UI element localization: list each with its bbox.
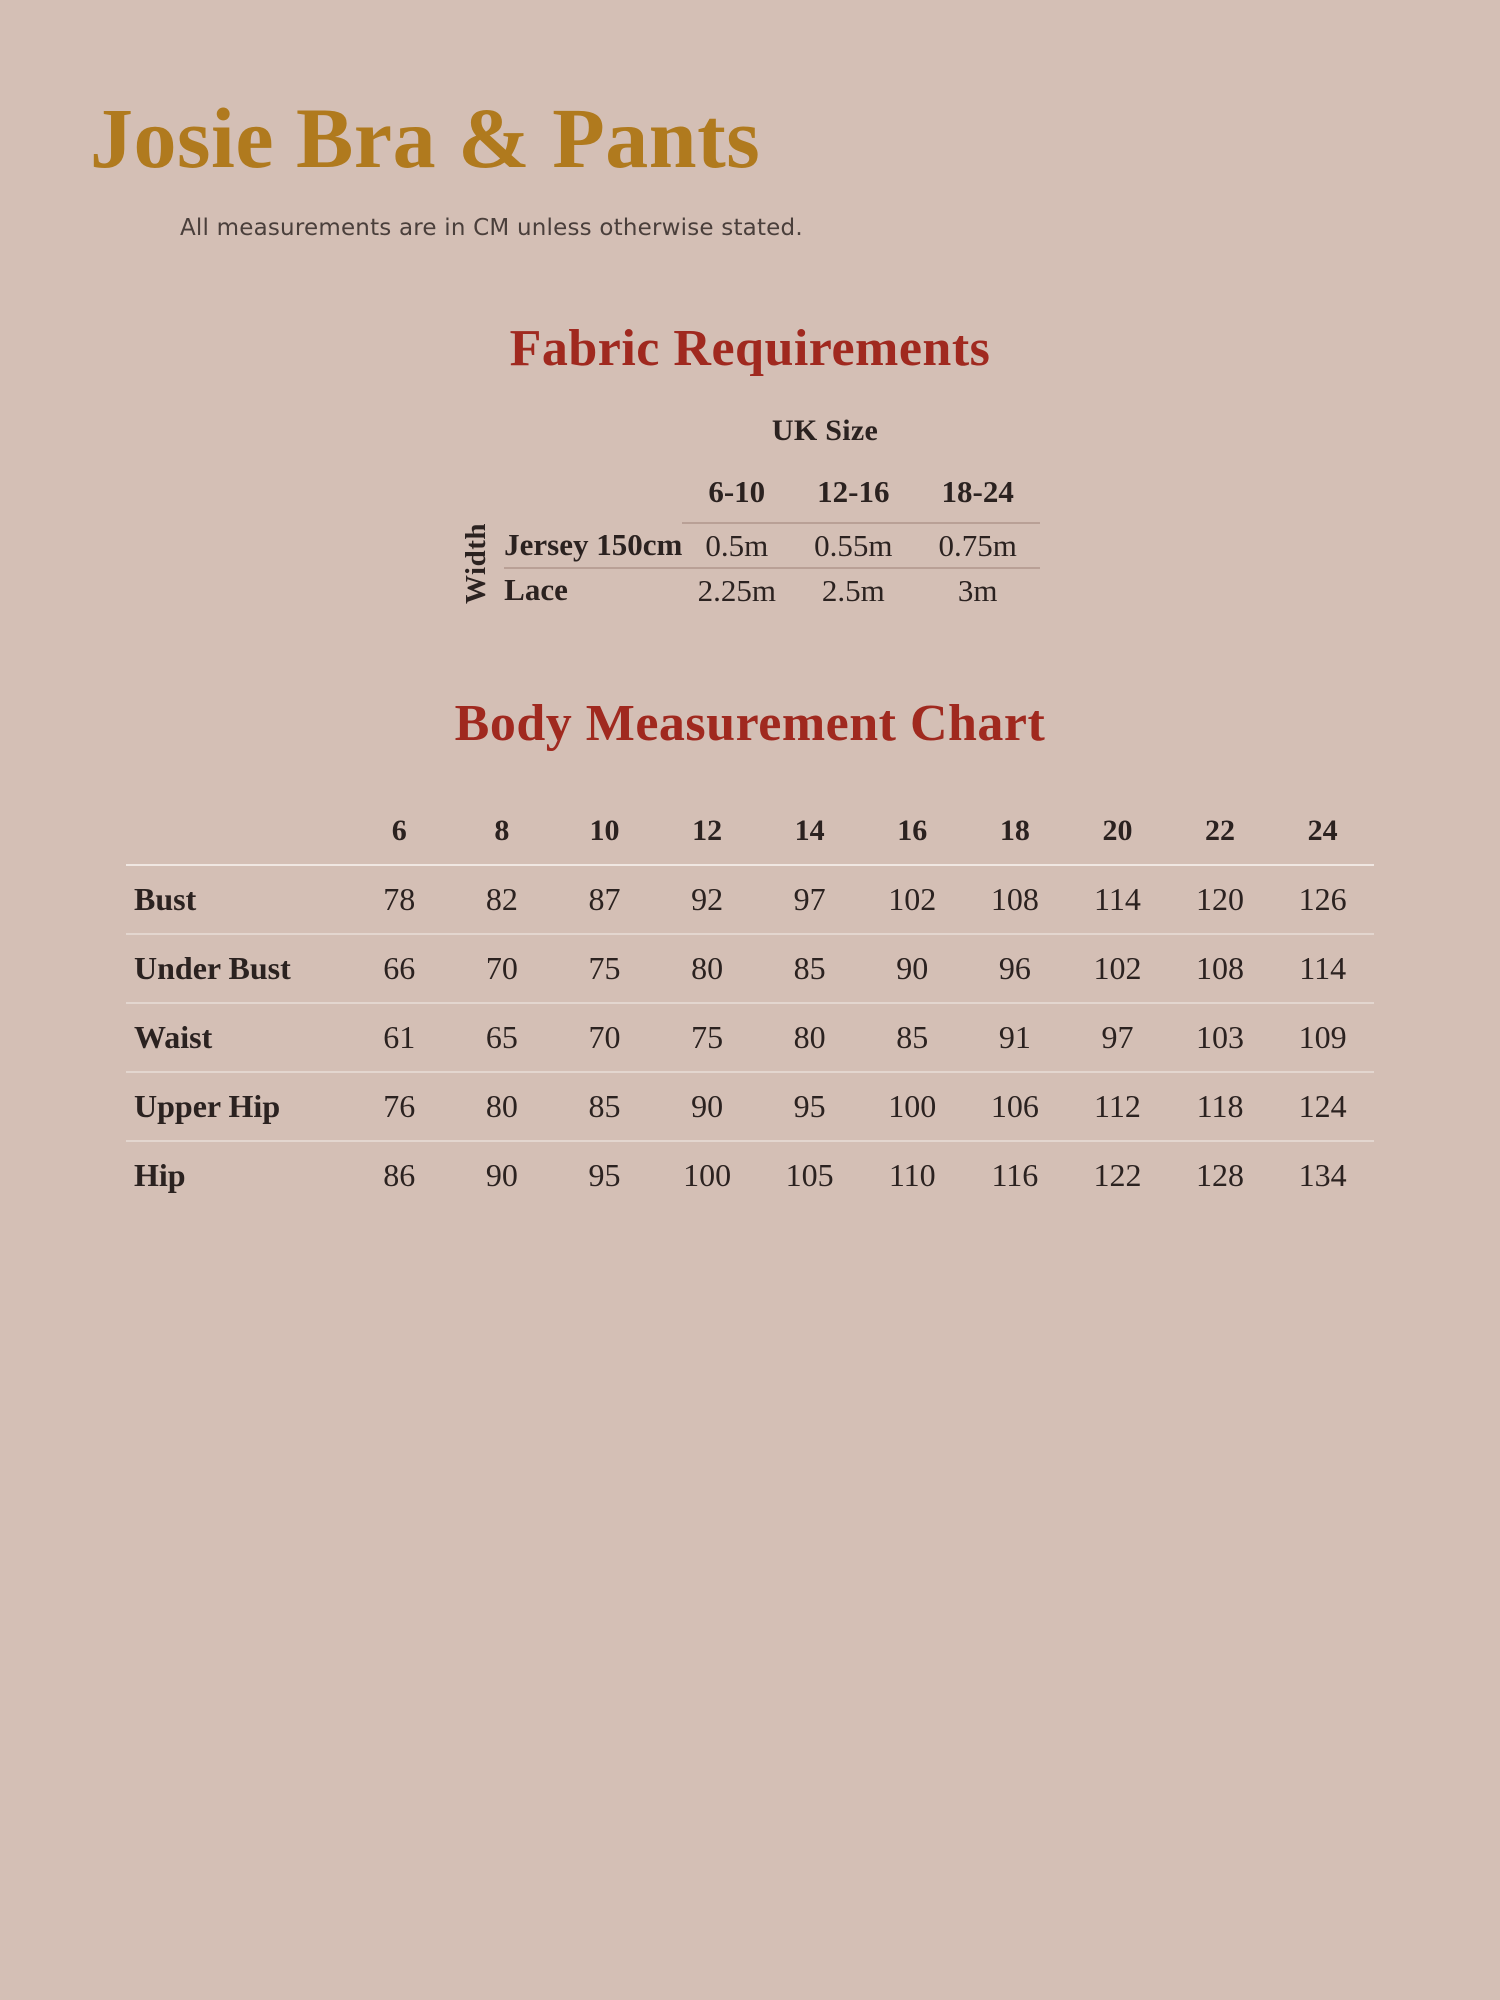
fabric-cell-1-2: 3m: [957, 572, 998, 608]
fabric-axis-corner: [460, 474, 504, 523]
body-cell-2-0: 61: [348, 1003, 451, 1072]
fabric-row-label-0: Jersey 150cm: [504, 523, 682, 568]
body-measurement-table: [126, 799, 1374, 1209]
fabric-cell-1-1: 2.5m: [821, 572, 885, 608]
body-cell-0-2: 87: [553, 865, 656, 934]
body-cell-3-7: 112: [1066, 1072, 1169, 1141]
body-cell-1-6: 96: [964, 934, 1067, 1003]
body-cell-0-0: 78: [348, 865, 451, 934]
uk-size-label: UK Size: [771, 414, 879, 447]
body-cell-1-2: 75: [553, 934, 656, 1003]
fabric-col-head-1: 12-16: [791, 474, 915, 523]
fabric-requirements-heading: Fabric Requirements: [509, 320, 991, 377]
body-measurement-section: [90, 753, 1410, 1209]
body-cell-0-9: 126: [1271, 865, 1374, 934]
body-cell-0-6: 108: [964, 865, 1067, 934]
body-corner-cell: [126, 799, 348, 865]
body-cell-3-5: 100: [861, 1072, 964, 1141]
width-axis-label: Width: [460, 523, 493, 604]
fabric-cell-0-2: 0.75m: [916, 523, 1040, 568]
body-cell-4-4: 105: [758, 1141, 861, 1209]
body-col-head-3: 12: [692, 813, 723, 847]
body-col-head-2: 10: [589, 813, 620, 847]
body-cell-2-1: 65: [451, 1003, 554, 1072]
body-cell-4-0: 86: [348, 1141, 451, 1209]
table-row: [460, 568, 1040, 612]
body-cell-1-8: 108: [1169, 934, 1272, 1003]
body-row-label-2: Waist: [126, 1003, 348, 1072]
body-col-head-0: 6: [391, 813, 407, 847]
fabric-col-head-2: 18-24: [916, 474, 1040, 523]
body-col-head-7: 20: [1102, 813, 1133, 847]
fabric-requirements-table: [460, 474, 1040, 612]
table-row: [126, 934, 1374, 1003]
body-cell-3-0: 76: [348, 1072, 451, 1141]
page-subtitle: All measurements are in CM unless otherwise stated.: [180, 215, 803, 241]
page-title: Josie Bra & Pants: [90, 90, 761, 186]
body-cell-0-4: 97: [758, 865, 861, 934]
body-cell-0-5: 102: [861, 865, 964, 934]
body-cell-3-1: 80: [451, 1072, 554, 1141]
body-row-label-1: Under Bust: [126, 934, 348, 1003]
body-cell-2-6: 91: [964, 1003, 1067, 1072]
fabric-col-head-0: 6-10: [682, 474, 791, 523]
body-cell-1-4: 85: [758, 934, 861, 1003]
body-cell-2-3: 75: [656, 1003, 759, 1072]
body-cell-4-5: 110: [861, 1141, 964, 1209]
body-measurement-heading: Body Measurement Chart: [454, 694, 1046, 752]
body-cell-3-4: 95: [758, 1072, 861, 1141]
body-cell-2-9: 109: [1271, 1003, 1374, 1072]
body-cell-1-7: 102: [1066, 934, 1169, 1003]
fabric-row-label-1: Lace: [504, 572, 568, 608]
body-cell-0-1: 82: [451, 865, 554, 934]
body-cell-4-7: 122: [1066, 1141, 1169, 1209]
body-col-head-4: 14: [794, 813, 825, 847]
body-row-label-4: Hip: [126, 1141, 348, 1209]
body-cell-4-6: 116: [964, 1141, 1067, 1209]
body-col-head-9: 24: [1307, 813, 1338, 847]
body-cell-1-1: 70: [451, 934, 554, 1003]
body-cell-2-7: 97: [1066, 1003, 1169, 1072]
body-cell-4-1: 90: [451, 1141, 554, 1209]
body-cell-3-6: 106: [964, 1072, 1067, 1141]
table-row: [126, 1141, 1374, 1209]
body-cell-4-2: 95: [553, 1141, 656, 1209]
body-col-head-8: 22: [1205, 813, 1236, 847]
body-col-head-6: 18: [999, 813, 1030, 847]
body-cell-0-7: 114: [1066, 865, 1169, 934]
fabric-label-corner: [504, 474, 682, 523]
table-header-row: [460, 474, 1040, 523]
table-row: [126, 1072, 1374, 1141]
body-cell-1-9: 114: [1271, 934, 1374, 1003]
table-header-row: [126, 799, 1374, 865]
body-cell-0-3: 92: [656, 865, 759, 934]
body-cell-4-8: 128: [1169, 1141, 1272, 1209]
fabric-cell-0-1: 0.55m: [791, 523, 915, 568]
body-cell-3-8: 118: [1169, 1072, 1272, 1141]
body-cell-2-4: 80: [758, 1003, 861, 1072]
fabric-cell-1-0: 2.25m: [697, 572, 776, 608]
body-col-head-5: 16: [897, 813, 928, 847]
body-cell-2-8: 103: [1169, 1003, 1272, 1072]
body-cell-4-9: 134: [1271, 1141, 1374, 1209]
body-cell-1-5: 90: [861, 934, 964, 1003]
body-cell-3-2: 85: [553, 1072, 656, 1141]
body-cell-1-3: 80: [656, 934, 759, 1003]
body-cell-4-3: 100: [656, 1141, 759, 1209]
body-cell-2-2: 70: [553, 1003, 656, 1072]
width-axis-label-cell: [460, 523, 504, 612]
fabric-cell-0-0: 0.5m: [682, 523, 791, 568]
body-row-label-0: Bust: [126, 865, 348, 934]
body-cell-3-9: 124: [1271, 1072, 1374, 1141]
body-cell-2-5: 85: [861, 1003, 964, 1072]
body-row-label-3: Upper Hip: [126, 1072, 348, 1141]
body-cell-0-8: 120: [1169, 865, 1272, 934]
table-row: [460, 523, 1040, 568]
body-cell-3-3: 90: [656, 1072, 759, 1141]
table-row: [126, 865, 1374, 934]
fabric-requirements-section: [370, 378, 1130, 612]
body-cell-1-0: 66: [348, 934, 451, 1003]
table-row: [126, 1003, 1374, 1072]
body-col-head-1: 8: [494, 813, 510, 847]
